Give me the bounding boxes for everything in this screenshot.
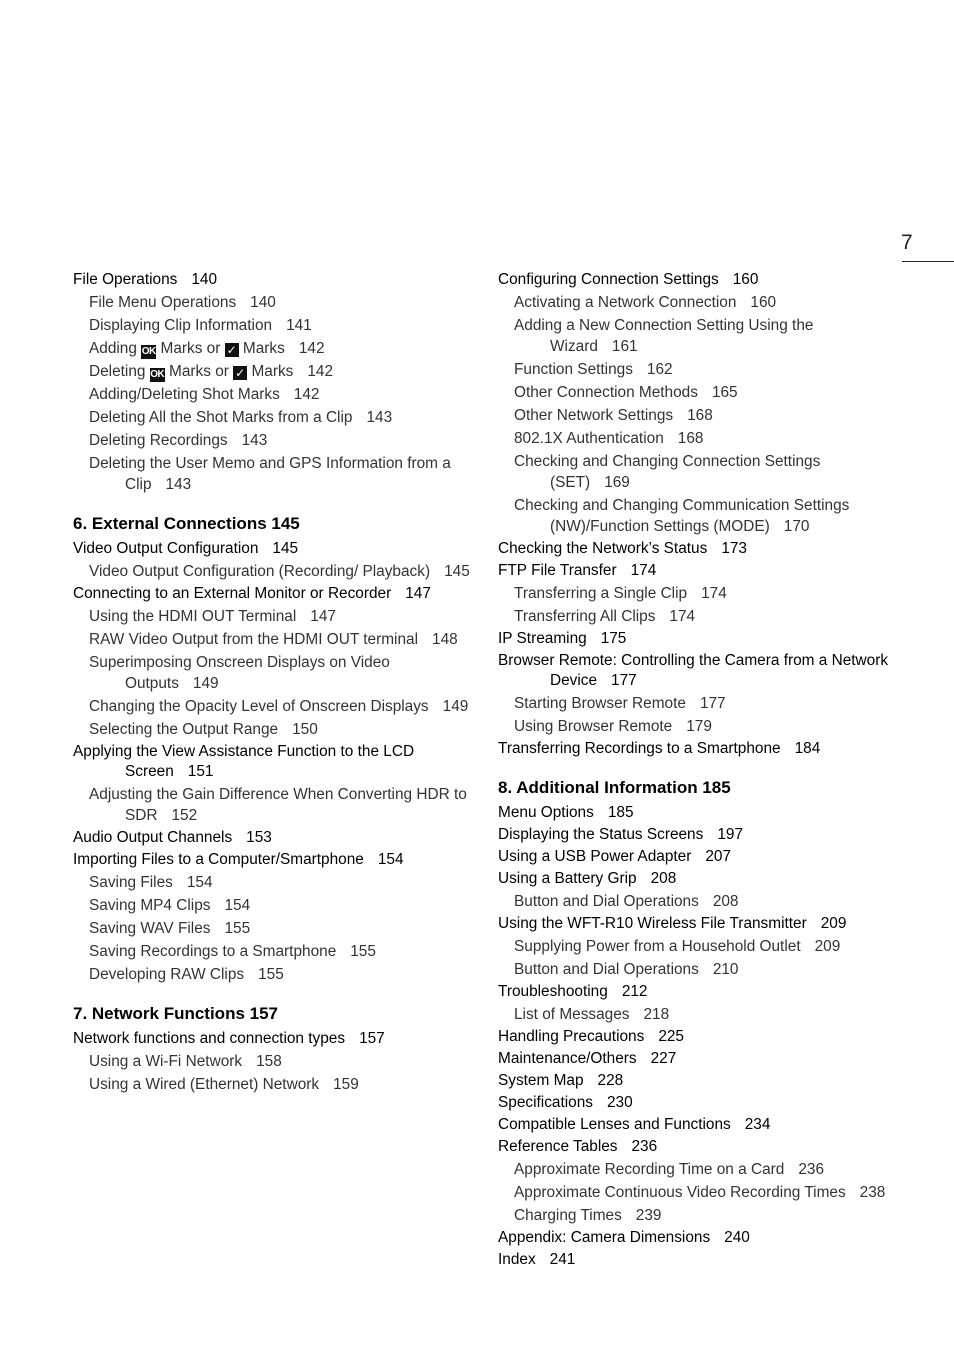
toc-page-number: 149 [192,675,219,692]
toc-entry[interactable] [498,803,898,823]
toc-subentry[interactable] [73,941,473,962]
toc-entry-text: Changing the Opacity Level of Onscreen Displays [89,698,429,715]
toc-subentry[interactable] [498,1004,898,1025]
toc-page-number: 228 [597,1072,624,1089]
toc-entry-text: Handling Precautions [498,1028,645,1045]
toc-subentry[interactable] [73,652,473,694]
toc-page-number: 209 [814,938,841,955]
toc-page-number: 225 [658,1028,684,1045]
toc-page-number: 143 [241,432,268,449]
toc-entry-text: Adding/Deleting Shot Marks [89,386,280,403]
toc-page-number: 230 [606,1094,633,1111]
toc-entry-text: Deleting All the Shot Marks from a Clip [89,409,353,426]
toc-subentry[interactable] [498,1159,898,1180]
toc-entry-text: Adding a New Connection Setting Using the Wizard [514,317,814,355]
toc-page-number: 155 [258,966,284,983]
toc-subentry[interactable] [73,872,473,893]
toc-entry-text: Marks [242,340,285,357]
toc-entry-text: Other Network Settings [514,407,674,424]
toc-page-number: 236 [631,1138,658,1155]
toc-page-number: 152 [171,807,198,824]
toc-entry[interactable] [73,828,473,848]
toc-entry-text: Checking the Network’s Status [498,540,708,557]
toc-entry-text: Displaying Clip Information [89,317,273,334]
page-number: 7 [901,231,913,254]
toc-subentry[interactable] [498,936,898,957]
toc-entry-text: Displaying the Status Screens [498,826,704,843]
toc-entry-text: Audio Output Channels [73,829,233,846]
toc-entry[interactable] [498,1115,898,1135]
toc-subentry[interactable] [498,292,898,313]
toc-subentry[interactable] [73,361,473,382]
toc-page-number: 238 [859,1184,886,1201]
chapter-heading[interactable]: 7. Network Functions 157 [73,1004,278,1023]
ok-mark-icon: OK [141,346,156,357]
toc-page-number: 184 [794,740,821,757]
toc-page-number: 142 [298,340,325,357]
toc-entry-text: Deleting [89,363,146,380]
toc-entry-text: Video Output Configuration (Recording/ Playback) [89,563,431,580]
toc-subentry[interactable] [498,583,898,604]
toc-entry-text: Network functions and connection types [73,1030,346,1047]
toc-page-number: 168 [687,407,713,424]
toc-page-number: 145 [272,540,299,557]
toc-entry-text: Troubleshooting [498,983,608,1000]
toc-entry-text: Using Browser Remote [514,718,673,735]
toc-entry-text: Approximate Recording Time on a Card [514,1161,785,1178]
toc-subentry[interactable] [73,696,473,717]
toc-entry-text: Deleting Recordings [89,432,228,449]
toc-page-number: 210 [712,961,739,978]
toc-page-number: 240 [724,1229,750,1246]
toc-entry-text: Video Output Configuration [73,540,259,557]
toc-subentry[interactable] [73,606,473,627]
toc-entry-text: Browser Remote: Controlling the Camera from a Network Device [498,652,889,689]
toc-entry-text: Applying the View Assistance Function to the LCD Screen [73,743,415,780]
toc-entry[interactable] [498,1071,898,1091]
toc-left-column [73,270,473,1095]
toc-entry[interactable] [498,1027,898,1047]
toc-subentry[interactable] [498,959,898,980]
toc-subentry[interactable] [73,1051,473,1072]
toc-entry-text: Saving MP4 Clips [89,897,211,914]
toc-page-number: 169 [604,474,630,491]
toc-entry-text: Appendix: Camera Dimensions [498,1229,711,1246]
toc-page-number: 149 [442,698,469,715]
toc-subentry[interactable] [498,716,898,737]
ok-mark-icon: OK [150,369,165,380]
toc-entry-text: Superimposing Onscreen Displays on Video Outputs [89,654,390,692]
toc-entry[interactable] [498,1250,898,1270]
toc-page-number: 142 [293,386,320,403]
toc-page-number: 197 [717,826,744,843]
toc-subentry[interactable] [73,430,473,451]
toc-page-number: 239 [635,1207,662,1224]
toc-page-number: 153 [246,829,272,846]
toc-subentry[interactable] [498,1205,898,1226]
toc-subentry[interactable] [73,895,473,916]
toc-page-number: 155 [350,943,376,960]
toc-entry-text: Connecting to an External Monitor or Recorder [73,585,392,602]
toc-entry[interactable] [498,1228,898,1248]
toc-entry-text: Transferring All Clips [514,608,656,625]
toc-page-number: 140 [250,294,276,311]
toc-entry-text: Using the HDMI OUT Terminal [89,608,297,625]
toc-entry-text: Activating a Network Connection [514,294,737,311]
toc-entry-text: Transferring a Single Clip [514,585,688,602]
toc-page-number: 158 [256,1053,282,1070]
toc-entry[interactable] [498,270,898,290]
toc-entry-text: RAW Video Output from the HDMI OUT terminal [89,631,419,648]
toc-entry-text: 802.1X Authentication [514,430,664,447]
toc-entry-text: Marks or [169,363,229,380]
toc-entry[interactable] [498,847,898,867]
toc-entry-text: Adjusting the Gain Difference When Converting HDR to SDR [89,786,467,824]
toc-page-number: 147 [405,585,431,602]
toc-page-number: 173 [721,540,747,557]
toc-page-number: 161 [611,338,638,355]
toc-page-number: 208 [712,893,739,910]
toc-entry-text: FTP File Transfer [498,562,617,579]
toc-entry-text: IP Streaming [498,630,587,647]
toc-subentry[interactable] [73,338,473,359]
toc-subentry[interactable] [73,292,473,313]
toc-entry-text: File Operations [73,271,178,288]
toc-entry-text: Deleting the User Memo and GPS Information from a Clip [89,455,451,493]
toc-entry-text: Charging Times [514,1207,622,1224]
toc-page-number: 148 [432,631,458,648]
toc-entry-text: Other Connection Methods [514,384,698,401]
toc-entry-text: Approximate Continuous Video Recording Times [514,1184,846,1201]
toc-entry[interactable] [73,1029,473,1049]
toc-entry-text: Using the WFT-R10 Wireless File Transmitter [498,915,807,932]
toc-entry-text: Index [498,1251,536,1268]
toc-page-number: 165 [711,384,738,401]
toc-entry-text: Using a USB Power Adapter [498,848,692,865]
toc-page-number: 218 [643,1006,670,1023]
toc-subentry[interactable] [498,606,898,627]
toc-subentry[interactable] [498,359,898,380]
toc-entry[interactable] [73,742,473,782]
toc-page-number: 154 [224,897,251,914]
toc-page-number: 174 [669,608,696,625]
toc-subentry[interactable] [73,407,473,428]
toc-page-number: 185 [607,804,634,821]
toc-page-number: 175 [600,630,627,647]
toc-entry[interactable] [498,1049,898,1069]
toc-subentry[interactable] [498,693,898,714]
toc-page-number: 145 [444,563,470,580]
toc-subentry[interactable] [498,891,898,912]
toc-subentry[interactable] [498,451,898,493]
toc-subentry[interactable] [73,629,473,650]
toc-page-number: 147 [310,608,336,625]
toc-subentry[interactable] [73,561,473,582]
toc-page-number: 143 [366,409,393,426]
toc-page-number: 207 [705,848,732,865]
toc-entry-text: Saving WAV Files [89,920,211,937]
toc-subentry[interactable] [73,384,473,405]
toc-page-number: 160 [750,294,777,311]
toc-entry[interactable] [73,270,473,290]
toc-entry[interactable] [498,1093,898,1113]
toc-entry-text: Menu Options [498,804,594,821]
toc-entry-text: Importing Files to a Computer/Smartphone [73,851,364,868]
toc-entry-text: Selecting the Output Range [89,721,279,738]
toc-entry-text: Starting Browser Remote [514,695,686,712]
toc-subentry[interactable] [73,1074,473,1095]
toc-entry-text: Transferring Recordings to a Smartphone [498,740,781,757]
toc-entry-text: Using a Wi-Fi Network [89,1053,243,1070]
toc-subentry[interactable] [498,428,898,449]
toc-page-number: 177 [611,672,637,689]
toc-entry[interactable] [498,1137,898,1157]
toc-page-number: 236 [798,1161,825,1178]
toc-entry-text: Button and Dial Operations [514,961,699,978]
toc-entry-text: Function Settings [514,361,633,378]
toc-page-number: 179 [686,718,712,735]
toc-entry-text: Using a Wired (Ethernet) Network [89,1076,320,1093]
toc-entry-text: Button and Dial Operations [514,893,699,910]
toc-page-number: 168 [677,430,704,447]
toc-entry-text: Reference Tables [498,1138,618,1155]
toc-page-number: 241 [549,1251,576,1268]
toc-page-number: 151 [187,763,214,780]
toc-entry-text: Checking and Changing Connection Settings (SET) [514,453,821,491]
toc-entry[interactable] [498,739,898,759]
toc-subentry[interactable] [498,382,898,403]
toc-subentry[interactable] [498,495,898,537]
toc-entry[interactable] [498,651,898,691]
toc-subentry[interactable] [73,964,473,985]
toc-page-number: 208 [650,870,677,887]
toc-page-number: 234 [744,1116,771,1133]
toc-page-number: 142 [307,363,334,380]
toc-page-number: 154 [186,874,213,891]
toc-entry-text: Supplying Power from a Household Outlet [514,938,801,955]
toc-page-number: 174 [630,562,657,579]
toc-subentry[interactable] [73,453,473,495]
toc-entry-text: Developing RAW Clips [89,966,245,983]
toc-page-number: 160 [732,271,759,288]
toc-page-number: 209 [820,915,847,932]
toc-page-number: 155 [224,920,251,937]
toc-page-number: 174 [701,585,727,602]
toc-entry[interactable] [498,825,898,845]
toc-entry-text: Marks [251,363,294,380]
toc-page-number: 227 [650,1050,677,1067]
toc-page-number: 159 [333,1076,359,1093]
toc-entry-text: Configuring Connection Settings [498,271,719,288]
toc-page-number: 141 [286,317,312,334]
toc-entry-text: Saving Files [89,874,173,891]
toc-entry-text: System Map [498,1072,584,1089]
toc-subentry[interactable] [73,918,473,939]
toc-page-number: 162 [646,361,673,378]
toc-entry-text: Using a Battery Grip [498,870,637,887]
toc-subentry[interactable] [498,315,898,357]
check-mark-icon: ✓ [235,366,246,380]
page-number-rule [902,261,954,262]
toc-page-number: 157 [359,1030,385,1047]
chapter-heading[interactable]: 6. External Connections 145 [73,514,300,533]
toc-page-number: 212 [621,983,648,1000]
toc-entry-text: Marks or [160,340,221,357]
toc-entry[interactable] [498,914,898,934]
toc-entry[interactable] [498,869,898,889]
toc-page-number: 170 [783,518,810,535]
toc-entry-text: Checking and Changing Communication Settings (NW)/Function Settings (MODE) [514,497,850,535]
toc-subentry[interactable] [73,719,473,740]
toc-page-number: 140 [191,271,218,288]
toc-subentry[interactable] [498,1182,898,1203]
toc-entry-text: Compatible Lenses and Functions [498,1116,731,1133]
toc-entry-text: Saving Recordings to a Smartphone [89,943,337,960]
toc-entry-text: Specifications [498,1094,593,1111]
toc-entry-text: Maintenance/Others [498,1050,637,1067]
toc-entry[interactable] [73,584,473,604]
toc-entry-text: Adding [89,340,137,357]
toc-entry[interactable] [73,539,473,559]
toc-entry[interactable] [498,982,898,1002]
toc-page-number: 177 [699,695,726,712]
toc-subentry[interactable] [73,784,473,826]
toc-entry[interactable] [73,850,473,870]
check-mark-icon: ✓ [226,343,237,357]
toc-entry-text: File Menu Operations [89,294,237,311]
toc-subentry[interactable] [498,405,898,426]
toc-entry-text: List of Messages [514,1006,630,1023]
toc-page-number: 154 [377,851,404,868]
toc-page-number: 143 [165,476,192,493]
toc-entry[interactable] [498,629,898,649]
toc-subentry[interactable] [73,315,473,336]
toc-right-column [498,270,898,1270]
toc-entry[interactable] [498,561,898,581]
toc-entry[interactable] [498,539,898,559]
chapter-heading[interactable]: 8. Additional Information 185 [498,778,731,797]
toc-page-number: 150 [292,721,318,738]
